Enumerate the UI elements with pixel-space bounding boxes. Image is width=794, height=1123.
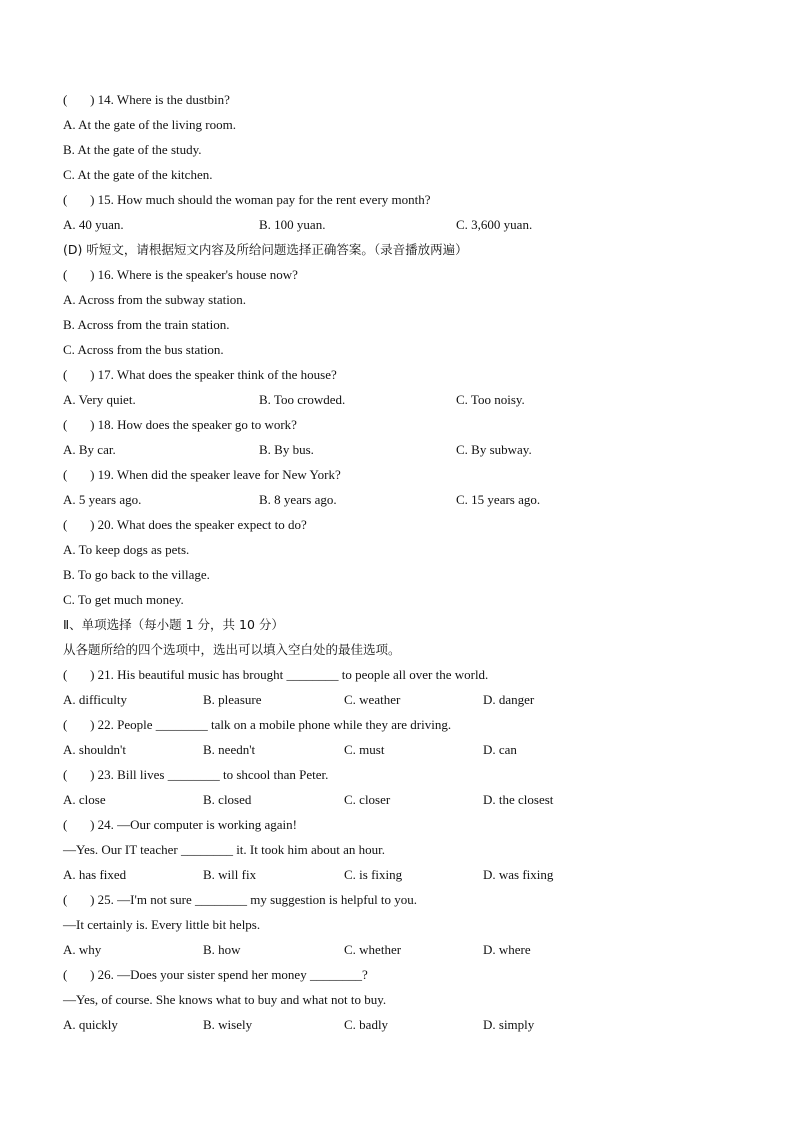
question-23-option-d: D. the closest bbox=[483, 792, 554, 807]
question-24-stem: ( ) 24. —Our computer is working again! bbox=[63, 817, 297, 832]
question-25-option-d: D. where bbox=[483, 942, 531, 957]
question-14-stem: ( ) 14. Where is the dustbin? bbox=[63, 92, 230, 107]
question-24-reply: —Yes. Our IT teacher ________ it. It took him about an hour. bbox=[63, 842, 385, 857]
question-17-option-c: C. Too noisy. bbox=[456, 392, 525, 407]
question-22-option-c: C. must bbox=[344, 742, 385, 757]
question-19-option-a: A. 5 years ago. bbox=[63, 492, 142, 507]
question-26-options bbox=[63, 1015, 753, 1040]
question-21-option-b: B. pleasure bbox=[203, 692, 262, 707]
question-26-reply: —Yes, of course. She knows what to buy and what not to buy. bbox=[63, 992, 387, 1007]
question-25-option-a: A. why bbox=[63, 942, 102, 957]
question-16-stem: ( ) 16. Where is the speaker's house now? bbox=[63, 267, 298, 282]
question-14-option-a: A. At the gate of the living room. bbox=[63, 117, 236, 132]
question-15-options bbox=[63, 215, 753, 240]
question-21-options bbox=[63, 690, 753, 715]
question-19-option-b: B. 8 years ago. bbox=[259, 492, 337, 507]
page-content bbox=[63, 90, 753, 1040]
question-25-option-c: C. whether bbox=[344, 942, 402, 957]
question-18-stem: ( ) 18. How does the speaker go to work? bbox=[63, 417, 297, 432]
question-20-option-b: B. To go back to the village. bbox=[63, 567, 210, 582]
question-17-option-b: B. Too crowded. bbox=[259, 392, 346, 407]
question-26-stem: ( ) 26. —Does your sister spend her money ________? bbox=[63, 967, 368, 982]
section-2-title: Ⅱ、单项选择（每小题 1 分，共 10 分） bbox=[63, 617, 284, 632]
question-24-option-c: C. is fixing bbox=[344, 867, 403, 882]
question-15-option-a: A. 40 yuan. bbox=[63, 217, 124, 232]
question-19-option-c: C. 15 years ago. bbox=[456, 492, 541, 507]
question-15-option-b: B. 100 yuan. bbox=[259, 217, 326, 232]
question-26-option-d: D. simply bbox=[483, 1017, 535, 1032]
question-20-option-a: A. To keep dogs as pets. bbox=[63, 542, 190, 557]
section-d-instruction: (D) 听短文，请根据短文内容及所给问题选择正确答案。（录音播放两遍） bbox=[63, 242, 468, 257]
question-20-stem: ( ) 20. What does the speaker expect to do? bbox=[63, 517, 307, 532]
question-23-option-a: A. close bbox=[63, 792, 106, 807]
question-22-options bbox=[63, 740, 753, 765]
question-14-option-b: B. At the gate of the study. bbox=[63, 142, 202, 157]
question-18-option-c: C. By subway. bbox=[456, 442, 532, 457]
question-26-option-a: A. quickly bbox=[63, 1017, 118, 1032]
question-26-option-b: B. wisely bbox=[203, 1017, 253, 1032]
question-20-option-c: C. To get much money. bbox=[63, 592, 184, 607]
question-26-option-c: C. badly bbox=[344, 1017, 389, 1032]
question-16-option-b: B. Across from the train station. bbox=[63, 317, 230, 332]
question-24-option-a: A. has fixed bbox=[63, 867, 127, 882]
question-16-option-c: C. Across from the bus station. bbox=[63, 342, 224, 357]
section-2-instruction: 从各题所给的四个选项中，选出可以填入空白处的最佳选项。 bbox=[63, 642, 401, 657]
question-24-option-b: B. will fix bbox=[203, 867, 257, 882]
question-21-option-a: A. difficulty bbox=[63, 692, 128, 707]
question-22-option-a: A. shouldn't bbox=[63, 742, 127, 757]
question-25-stem: ( ) 25. —I'm not sure ________ my suggestion is helpful to you. bbox=[63, 892, 418, 907]
question-24-option-d: D. was fixing bbox=[483, 867, 554, 882]
question-25-options bbox=[63, 940, 753, 965]
question-15-option-c: C. 3,600 yuan. bbox=[456, 217, 533, 232]
question-22-stem: ( ) 22. People ________ talk on a mobile phone while they are driving. bbox=[63, 717, 452, 732]
question-17-stem: ( ) 17. What does the speaker think of the house? bbox=[63, 367, 337, 382]
question-23-options bbox=[63, 790, 753, 815]
question-23-option-b: B. closed bbox=[203, 792, 252, 807]
question-16-option-a: A. Across from the subway station. bbox=[63, 292, 247, 307]
question-25-option-b: B. how bbox=[203, 942, 241, 957]
question-18-options bbox=[63, 440, 753, 465]
question-19-options bbox=[63, 490, 753, 515]
question-17-option-a: A. Very quiet. bbox=[63, 392, 136, 407]
question-22-option-d: D. can bbox=[483, 742, 517, 757]
question-23-option-c: C. closer bbox=[344, 792, 391, 807]
question-24-options bbox=[63, 865, 753, 890]
question-15-stem: ( ) 15. How much should the woman pay for the rent every month? bbox=[63, 192, 431, 207]
question-25-reply: —It certainly is. Every little bit helps. bbox=[63, 917, 261, 932]
question-19-stem: ( ) 19. When did the speaker leave for New York? bbox=[63, 467, 341, 482]
question-14-option-c: C. At the gate of the kitchen. bbox=[63, 167, 213, 182]
question-21-option-d: D. danger bbox=[483, 692, 535, 707]
question-17-options bbox=[63, 390, 753, 415]
question-21-stem: ( ) 21. His beautiful music has brought ________ to people all over the world. bbox=[63, 667, 489, 682]
question-18-option-a: A. By car. bbox=[63, 442, 116, 457]
question-21-option-c: C. weather bbox=[344, 692, 401, 707]
question-23-stem: ( ) 23. Bill lives ________ to shcool than Peter. bbox=[63, 767, 329, 782]
question-22-option-b: B. needn't bbox=[203, 742, 256, 757]
question-18-option-b: B. By bus. bbox=[259, 442, 314, 457]
